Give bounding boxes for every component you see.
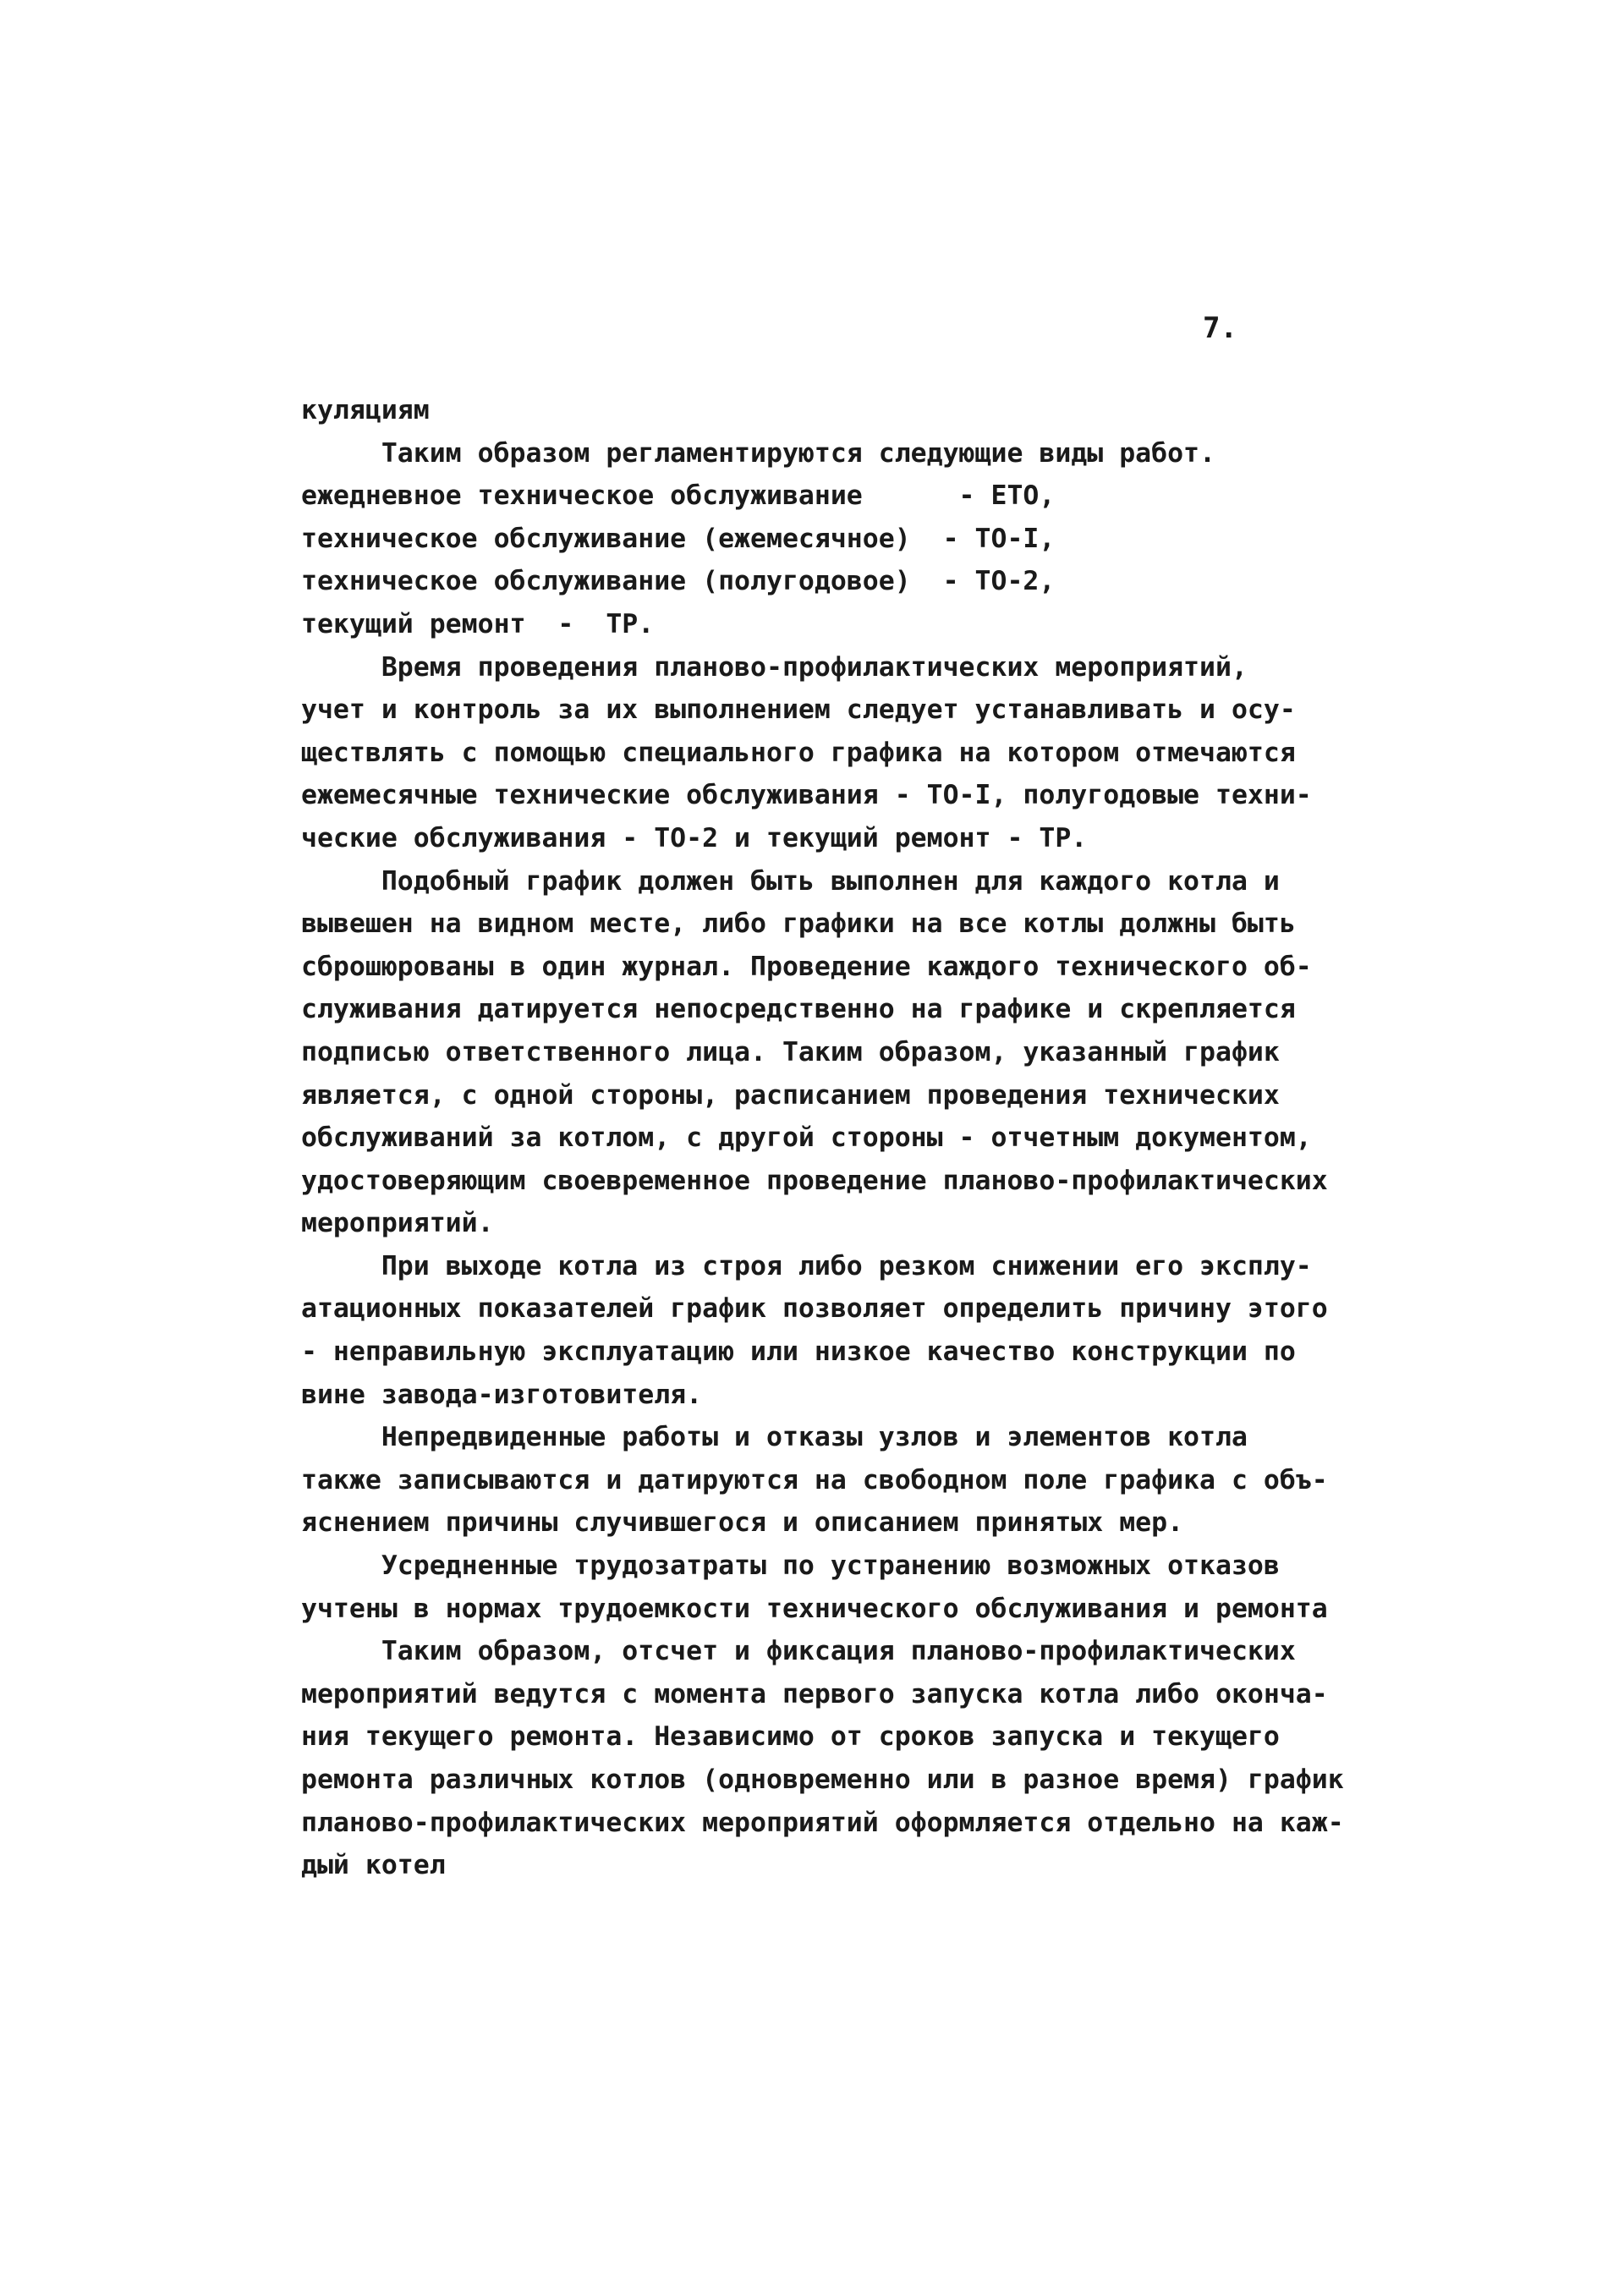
text-line: При выходе котла из строя либо резком снижении его эксплу- — [301, 1250, 1312, 1281]
text-line: атационных показателей график позволяет определить причину этого — [301, 1293, 1328, 1325]
text-line: ния текущего ремонта. Независимо от сроков запуска и текущего — [301, 1721, 1280, 1753]
body-text — [301, 389, 1358, 1887]
text-line: учет и контроль за их выполнением следует устанавливать и осу- — [301, 694, 1296, 726]
text-line: обслуживаний за котлом, с другой стороны - отчетным документом, — [301, 1122, 1312, 1154]
text-line: вывешен на видном месте, либо графики на все котлы должны быть — [301, 908, 1296, 940]
page-number: 7. — [1203, 311, 1237, 345]
text-line: сброшюрованы в один журнал. Проведение каждого технического об- — [301, 951, 1312, 982]
text-line: куляциям — [301, 395, 430, 425]
text-line: текущий ремонт - ТР. — [301, 608, 655, 639]
text-line: Подобный график должен быть выполнен для каждого котла и — [301, 865, 1280, 897]
text-line: ежемесячные технические обслуживания - ТО-I, полугодовые техни- — [301, 780, 1312, 811]
text-line: является, с одной стороны, расписанием проведения технических — [301, 1079, 1280, 1111]
text-line: учтены в нормах трудоемкости технического обслуживания и ремонта — [301, 1593, 1328, 1624]
text-line: ежедневное техническое обслуживание - ЕТО, — [301, 480, 1056, 512]
text-line: мероприятий ведутся с момента первого запуска котла либо оконча- — [301, 1678, 1328, 1710]
text-line: вине завода-изготовителя. — [301, 1379, 703, 1410]
text-line: яснением причины случившегося и описанием принятых мер. — [301, 1507, 1184, 1539]
text-line: ществлять с помощью специального графика на котором отмечаются — [301, 737, 1296, 768]
text-line: Усредненные трудозатраты по устранению возможных отказов — [301, 1550, 1280, 1582]
text-line: Таким образом регламентируются следующие виды работ. — [301, 437, 1215, 469]
text-line: дый котел — [301, 1850, 446, 1881]
text-line: техническое обслуживание (полугодовое) - ТО-2, — [301, 566, 1056, 597]
text-line: планово-профилактических мероприятий оформляется отдельно на каж- — [301, 1807, 1344, 1838]
text-line: Таким образом, отсчет и фиксация планово-профилактических — [301, 1636, 1296, 1667]
text-line: Время проведения планово-профилактических мероприятий, — [301, 651, 1248, 683]
text-line: удостоверяющим своевременное проведение планово-профилактических — [301, 1165, 1328, 1196]
text-line: техническое обслуживание (ежемесячное) - ТО-I, — [301, 523, 1056, 554]
text-line: Непредвиденные работы и отказы узлов и элементов котла — [301, 1422, 1248, 1453]
text-line: служивания датируется непосредственно на графике и скрепляется — [301, 994, 1296, 1025]
text-line: мероприятий. — [301, 1208, 494, 1239]
text-line: также записываются и датируются на свободном поле графика с объ- — [301, 1464, 1328, 1495]
text-line: подписью ответственного лица. Таким образом, указанный график — [301, 1036, 1280, 1067]
text-line: ремонта различных котлов (одновременно или в разное время) график — [301, 1764, 1344, 1795]
text-line: - неправильную эксплуатацию или низкое качество конструкции по — [301, 1336, 1296, 1368]
text-line: ческие обслуживания - ТО-2 и текущий ремонт - ТР. — [301, 822, 1088, 853]
